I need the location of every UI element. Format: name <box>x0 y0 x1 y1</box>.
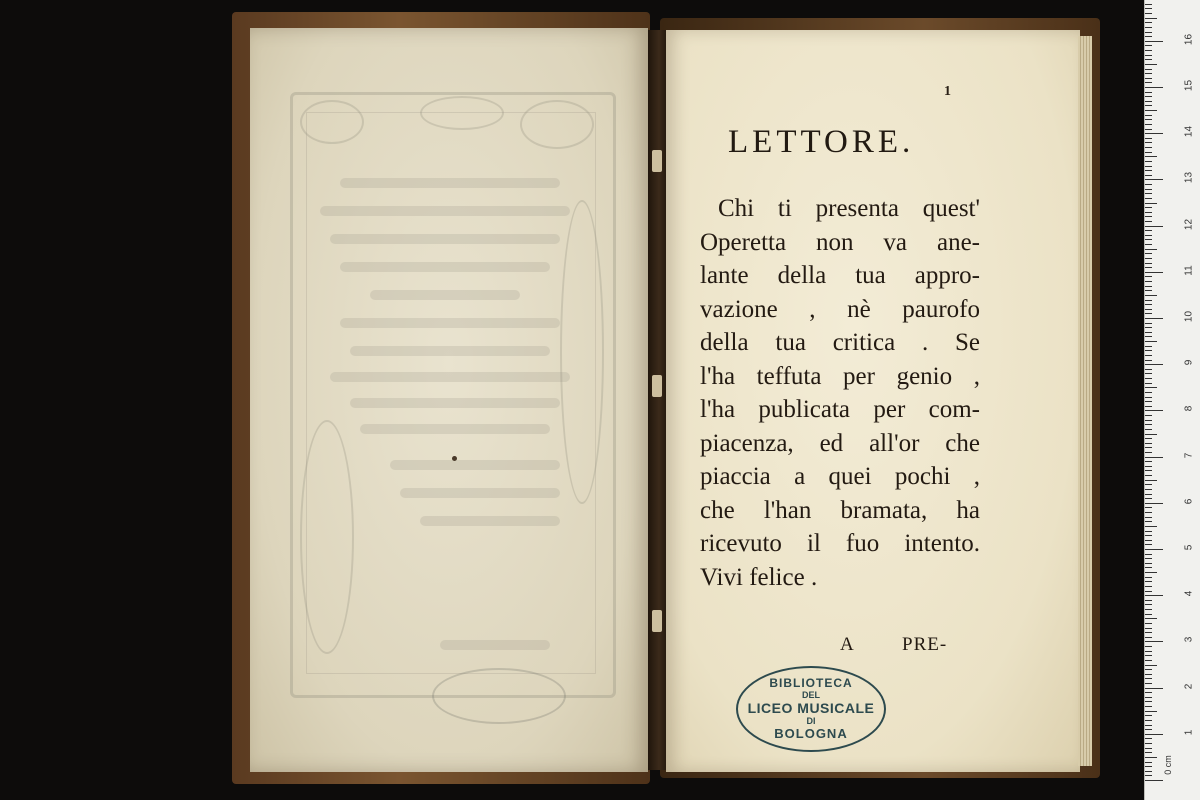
ruler-label: 13 <box>1183 172 1195 184</box>
ruler-tick <box>1145 549 1163 550</box>
ruler-tick <box>1145 683 1152 684</box>
ruler-tick <box>1145 184 1152 185</box>
ruler-tick <box>1145 341 1157 342</box>
binding-stitch <box>652 150 662 172</box>
show-through-ornament <box>300 420 354 654</box>
ruler-tick <box>1145 434 1157 435</box>
ruler-tick <box>1145 216 1152 217</box>
show-through-text <box>360 424 550 434</box>
ruler-tick <box>1145 775 1152 776</box>
ruler-tick <box>1145 300 1152 301</box>
ruler-tick <box>1145 392 1152 393</box>
ruler-tick <box>1145 239 1152 240</box>
stamp-line: DEL <box>802 690 820 700</box>
ruler-tick <box>1145 212 1152 213</box>
ruler-tick <box>1145 397 1152 398</box>
ruler-tick <box>1145 544 1152 545</box>
ruler-tick <box>1145 64 1157 65</box>
ruler-tick <box>1145 55 1152 56</box>
ruler-tick <box>1145 8 1152 9</box>
ruler-tick <box>1145 313 1152 314</box>
page-edges <box>1078 36 1092 766</box>
ruler-tick <box>1145 92 1152 93</box>
ruler-tick <box>1145 614 1152 615</box>
ruler-tick <box>1145 665 1157 666</box>
stamp-line: BOLOGNA <box>774 726 848 741</box>
ruler-tick <box>1145 591 1152 592</box>
ruler-tick <box>1145 512 1152 513</box>
stamp-line: BIBLIOTECA <box>769 676 853 690</box>
ruler-tick <box>1145 350 1152 351</box>
ruler-tick <box>1145 101 1152 102</box>
show-through-ornament <box>420 96 504 130</box>
ruler-tick <box>1145 720 1152 721</box>
show-through-text <box>350 398 560 408</box>
ruler-tick <box>1145 762 1152 763</box>
ruler-tick <box>1145 249 1157 250</box>
ruler-tick <box>1145 147 1152 148</box>
ruler-tick <box>1145 179 1163 180</box>
ruler-tick <box>1145 138 1152 139</box>
ruler-tick <box>1145 443 1152 444</box>
ruler-tick <box>1145 628 1152 629</box>
ruler-label: 16 <box>1183 33 1195 45</box>
ruler-tick <box>1145 748 1152 749</box>
ruler-tick <box>1145 129 1152 130</box>
ruler-tick <box>1145 263 1152 264</box>
ruler-label: 14 <box>1183 126 1195 138</box>
ruler-tick <box>1145 373 1152 374</box>
ruler-label: 9 <box>1183 359 1195 366</box>
ruler-tick <box>1145 203 1157 204</box>
show-through-text <box>400 488 560 498</box>
ruler-tick <box>1145 577 1152 578</box>
ruler-tick <box>1145 69 1152 70</box>
ruler-tick <box>1145 692 1152 693</box>
body-line: Operetta non va ane- <box>700 228 980 256</box>
ruler-tick <box>1145 424 1152 425</box>
ruler-tick <box>1145 609 1152 610</box>
ruler-tick <box>1145 207 1152 208</box>
ruler-tick <box>1145 406 1152 407</box>
ruler-tick <box>1145 526 1157 527</box>
body-line: della tua critica . Se <box>700 329 980 356</box>
ruler-tick <box>1145 494 1152 495</box>
ruler-tick <box>1145 646 1152 647</box>
ruler-tick <box>1145 73 1152 74</box>
ruler-tick <box>1145 780 1163 781</box>
ruler-tick <box>1145 711 1157 712</box>
ruler-tick <box>1145 507 1152 508</box>
ruler-tick <box>1145 13 1152 14</box>
ruler-tick <box>1145 604 1152 605</box>
body-text <box>700 192 980 594</box>
ruler-tick <box>1145 678 1152 679</box>
ruler-tick <box>1145 170 1152 171</box>
ruler-tick <box>1145 41 1163 42</box>
ruler-label: 11 <box>1183 265 1195 276</box>
ruler-tick <box>1145 45 1152 46</box>
ruler-tick <box>1145 572 1157 573</box>
ruler-tick <box>1145 651 1152 652</box>
body-line: l'ha teffuta per genio , <box>700 362 980 390</box>
ruler-tick <box>1145 142 1152 143</box>
ruler-unit-label: 0 cm <box>1162 755 1173 775</box>
ruler-tick <box>1145 336 1152 337</box>
ruler-tick <box>1145 32 1152 33</box>
ruler-tick <box>1145 387 1157 388</box>
ruler-tick <box>1145 521 1152 522</box>
ruler-tick <box>1145 743 1152 744</box>
ruler-tick <box>1145 632 1152 633</box>
ruler-tick <box>1145 470 1152 471</box>
ruler-tick <box>1145 59 1152 60</box>
show-through-text <box>390 460 560 470</box>
ruler-tick <box>1145 503 1163 504</box>
ruler-tick <box>1145 50 1152 51</box>
ruler-tick <box>1145 452 1152 453</box>
ruler-tick <box>1145 4 1152 5</box>
ruler-tick <box>1145 22 1152 23</box>
ruler-tick <box>1145 688 1163 689</box>
stamp-line: LICEO MUSICALE <box>747 700 875 716</box>
ruler-tick <box>1145 480 1157 481</box>
show-through-ornament <box>520 100 594 149</box>
ruler-tick <box>1145 327 1152 328</box>
show-through-text <box>340 318 560 328</box>
ruler-tick <box>1145 706 1152 707</box>
ruler-tick <box>1145 364 1163 365</box>
ruler-tick <box>1145 660 1152 661</box>
show-through-stamp <box>432 668 566 724</box>
ruler-tick <box>1145 600 1152 601</box>
ruler-tick <box>1145 586 1152 587</box>
ruler-tick <box>1145 420 1152 421</box>
body-line: vazione , nè paurofo <box>700 295 980 323</box>
body-line: lante della tua appro- <box>700 262 980 289</box>
show-through-text <box>370 290 520 300</box>
ruler-tick <box>1145 567 1152 568</box>
ruler-tick <box>1145 304 1152 305</box>
ruler-tick <box>1145 558 1152 559</box>
body-line: Chi ti presenta quest' <box>718 195 980 222</box>
ruler-label: 3 <box>1183 637 1195 643</box>
ruler-tick <box>1145 78 1152 79</box>
stamp-line: DI <box>806 716 816 726</box>
ruler-tick <box>1145 230 1152 231</box>
ruler-label: 10 <box>1183 310 1195 323</box>
ruler-tick <box>1145 161 1152 162</box>
ruler-tick <box>1145 415 1152 416</box>
body-line: piaccia a quei pochi , <box>700 463 980 490</box>
ruler-tick <box>1145 369 1152 370</box>
ruler-tick <box>1145 253 1152 254</box>
ruler-tick <box>1145 221 1152 222</box>
ruler-label: 6 <box>1183 498 1195 505</box>
body-line: piacenza, ed all'or che <box>700 429 980 457</box>
ruler-label: 15 <box>1183 79 1195 92</box>
ruler-tick <box>1145 193 1152 194</box>
ruler-tick <box>1145 540 1152 541</box>
ruler-tick <box>1145 115 1152 116</box>
ruler-tick <box>1145 738 1152 739</box>
ruler-tick <box>1145 461 1152 462</box>
ruler-label: 2 <box>1183 683 1195 689</box>
ruler-tick <box>1145 498 1152 499</box>
ruler-tick <box>1145 517 1152 518</box>
ruler-tick <box>1145 267 1152 268</box>
ruler-label: 1 <box>1183 729 1195 736</box>
ruler-tick <box>1145 110 1157 111</box>
show-through-text <box>330 372 570 382</box>
ruler-tick <box>1145 715 1152 716</box>
ruler-tick <box>1145 318 1163 319</box>
ruler-tick <box>1145 383 1152 384</box>
signature-mark: A <box>840 634 854 655</box>
ruler-tick <box>1145 489 1152 490</box>
ruler-tick <box>1145 119 1152 120</box>
ruler-label: 7 <box>1183 452 1195 458</box>
show-through-text <box>340 262 550 272</box>
show-through-ornament <box>300 100 364 144</box>
show-through-text <box>340 178 560 188</box>
ruler-tick <box>1145 166 1152 167</box>
ruler-tick <box>1145 175 1152 176</box>
body-line: Vivi felice . <box>700 563 818 591</box>
body-line: l'ha publicata per com- <box>700 396 980 423</box>
ruler-tick <box>1145 701 1152 702</box>
ruler-tick <box>1145 752 1152 753</box>
ruler-label: 4 <box>1183 590 1195 597</box>
ruler-tick <box>1145 757 1157 758</box>
page-number: 1 <box>944 84 951 99</box>
ruler-tick <box>1145 124 1152 125</box>
show-through-text <box>350 346 550 356</box>
ruler-tick <box>1145 429 1152 430</box>
ruler-tick <box>1145 27 1152 28</box>
ruler-tick <box>1145 637 1152 638</box>
show-through-text <box>330 234 560 244</box>
ruler-tick <box>1145 466 1152 467</box>
ruler-tick <box>1145 189 1152 190</box>
ruler-label: 8 <box>1183 406 1195 412</box>
ruler-tick <box>1145 156 1157 157</box>
ruler-tick <box>1145 286 1152 287</box>
ruler-tick <box>1145 198 1152 199</box>
ruler-tick <box>1145 669 1152 670</box>
show-through-text <box>420 516 560 526</box>
ruler-tick <box>1145 36 1152 37</box>
ruler-tick <box>1145 734 1163 735</box>
ruler-tick <box>1145 623 1152 624</box>
show-through-text <box>440 640 550 650</box>
ruler-tick <box>1145 531 1152 532</box>
ruler-tick <box>1145 82 1152 83</box>
ruler-tick <box>1145 641 1163 642</box>
ruler-tick <box>1145 272 1163 273</box>
ruler-label: 12 <box>1183 218 1195 230</box>
ruler-tick <box>1145 475 1152 476</box>
ruler-tick <box>1145 581 1152 582</box>
ruler-tick <box>1145 457 1163 458</box>
ruler-tick <box>1145 410 1163 411</box>
ruler-tick <box>1145 355 1152 356</box>
page-title: LETTORE. <box>728 124 915 160</box>
show-through-ornament <box>560 200 604 504</box>
ruler-tick <box>1145 276 1152 277</box>
measurement-ruler <box>1144 0 1200 800</box>
ruler-tick <box>1145 346 1152 347</box>
ruler-label: 5 <box>1183 544 1195 551</box>
ruler-tick <box>1145 244 1152 245</box>
show-through-text <box>320 206 570 216</box>
ruler-tick <box>1145 697 1152 698</box>
library-stamp <box>736 666 886 752</box>
ruler-tick <box>1145 105 1152 106</box>
ruler-tick <box>1145 152 1152 153</box>
ruler-tick <box>1145 18 1157 19</box>
ruler-tick <box>1145 729 1152 730</box>
ruler-tick <box>1145 766 1152 767</box>
ruler-tick <box>1145 674 1152 675</box>
catchword: PRE- <box>902 634 948 655</box>
ruler-tick <box>1145 535 1152 536</box>
ruler-tick <box>1145 87 1163 88</box>
ruler-tick <box>1145 655 1152 656</box>
ruler-tick <box>1145 295 1157 296</box>
ruler-tick <box>1145 401 1152 402</box>
ruler-tick <box>1145 438 1152 439</box>
ruler-tick <box>1145 332 1152 333</box>
paper-speck <box>452 456 457 461</box>
ruler-tick <box>1145 554 1152 555</box>
ruler-tick <box>1145 258 1152 259</box>
ruler-tick <box>1145 133 1163 134</box>
ruler-tick <box>1145 360 1152 361</box>
ruler-tick <box>1145 771 1152 772</box>
body-line: che l'han bramata, ha <box>700 496 980 524</box>
ruler-tick <box>1145 323 1152 324</box>
ruler-tick <box>1145 290 1152 291</box>
ruler-tick <box>1145 563 1152 564</box>
ruler-tick <box>1145 595 1163 596</box>
ruler-tick <box>1145 309 1152 310</box>
ruler-tick <box>1145 281 1152 282</box>
body-line: ricevuto il fuo intento. <box>700 530 980 557</box>
ruler-tick <box>1145 725 1152 726</box>
ruler-tick <box>1145 96 1152 97</box>
ruler-tick <box>1145 378 1152 379</box>
ruler-tick <box>1145 226 1163 227</box>
ruler-tick <box>1145 447 1152 448</box>
binding-stitch <box>652 375 662 397</box>
ruler-tick <box>1145 235 1152 236</box>
binding-stitch <box>652 610 662 632</box>
ruler-tick <box>1145 484 1152 485</box>
ruler-tick <box>1145 618 1157 619</box>
